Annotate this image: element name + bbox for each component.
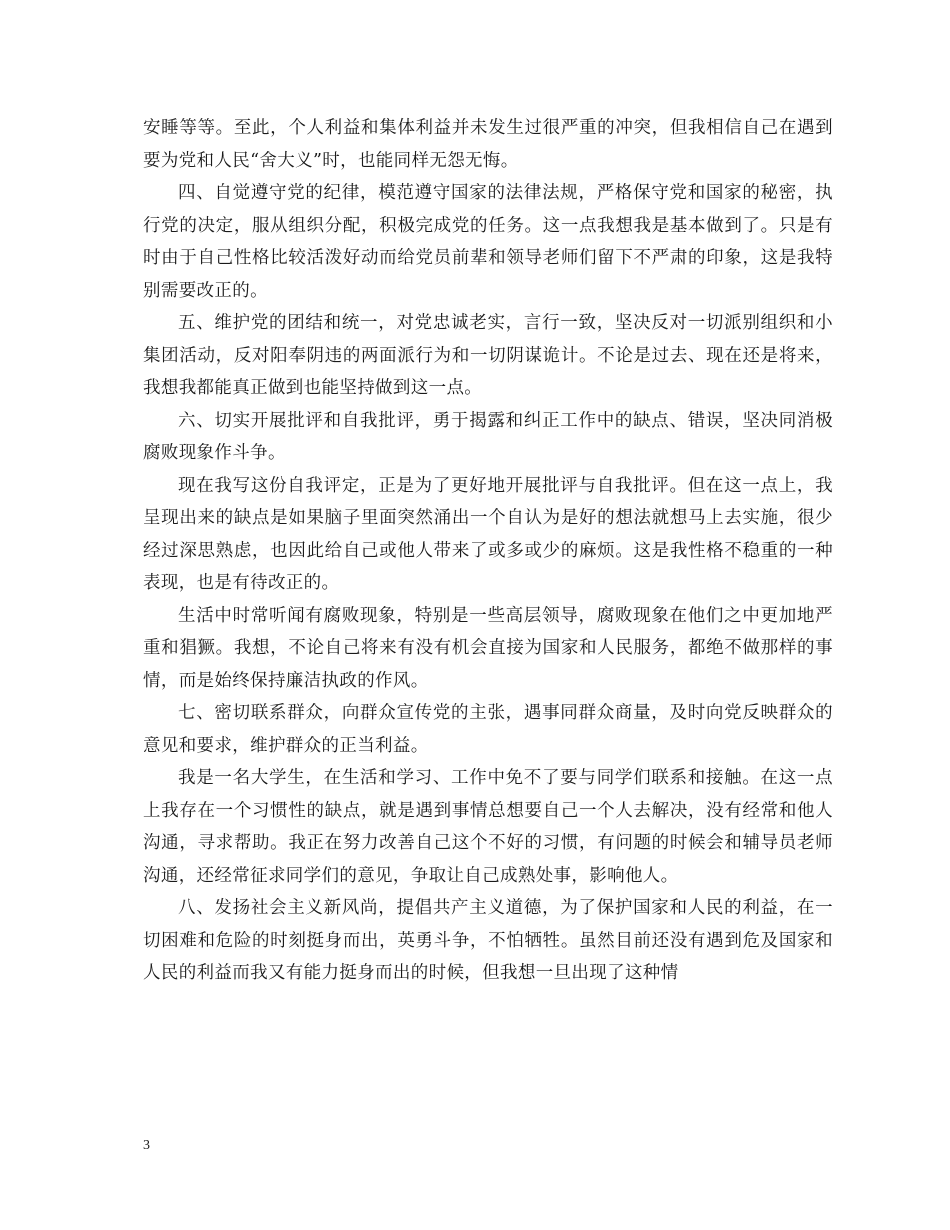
paragraph-student: 我是一名大学生，在生活和学习、工作中免不了要与同学们联系和接触。在这一点上我存在一个习惯性的缺点，就是遇到事情总想要自己一个人去解决，没有经常和他人沟通，寻求帮助。我正在努力改善自己这个不好的习惯，有问题的时候会和辅导员老师沟通，还经常征求同学们的意见，争取让自己成熟处事，影响他人。: [143, 768, 833, 886]
paragraph-item-seven: 七、密切联系群众，向群众宣传党的主张，遇事同群众商量，及时向党反映群众的意见和要求，维护群众的正当利益。: [143, 703, 833, 756]
paragraph-self-evaluation: 现在我写这份自我评定，正是为了更好地开展批评与自我批评。但在这一点上，我呈现出来的缺点是如果脑子里面突然涌出一个自认为是好的想法就想马上去实施，很少经过深思熟虑，也因此给自己或他人带来了或多或少的麻烦。这是我性格不稳重的一种表现，也是有待改正的。: [143, 475, 833, 593]
paragraph-item-six: 六、切实开展批评和自我批评，勇于揭露和纠正工作中的缺点、错误，坚决同消极腐败现象作斗争。: [143, 410, 833, 463]
paragraph-item-eight: 八、发扬社会主义新风尚，提倡共产主义道德，为了保护国家和人民的利益，在一切困难和危险的时刻挺身而出，英勇斗争，不怕牺牲。虽然目前还没有遇到危及国家和人民的利益而我又有能力挺身而出的时候，但我想一旦出现了这种情: [143, 898, 833, 983]
paragraph-continuation: 安睡等等。至此，个人利益和集体利益并未发生过很严重的冲突，但我相信自己在遇到要为党和人民“舍大义”时，也能同样无怨无悔。: [143, 118, 833, 171]
paragraph-item-four: 四、自觉遵守党的纪律，模范遵守国家的法律法规，严格保守党和国家的秘密，执行党的决定，服从组织分配，积极完成党的任务。这一点我想我是基本做到了。只是有时由于自己性格比较活泼好动而给党员前辈和领导老师们留下不严肃的印象，这是我特别需要改正的。: [143, 183, 833, 301]
page-number: 3: [143, 1138, 150, 1153]
document-body: [143, 112, 833, 990]
paragraph-item-five: 五、维护党的团结和统一，对党忠诚老实，言行一致，坚决反对一切派别组织和小集团活动，反对阳奉阴违的两面派行为和一切阴谋诡计。不论是过去、现在还是将来，我想我都能真正做到也能坚持做到这一点。: [143, 313, 833, 398]
paragraph-corruption: 生活中时常听闻有腐败现象，特别是一些高层领导，腐败现象在他们之中更加地严重和猖獗。我想，不论自己将来有没有机会直接为国家和人民服务，都绝不做那样的事情，而是始终保持廉洁执政的作风。: [143, 605, 833, 691]
